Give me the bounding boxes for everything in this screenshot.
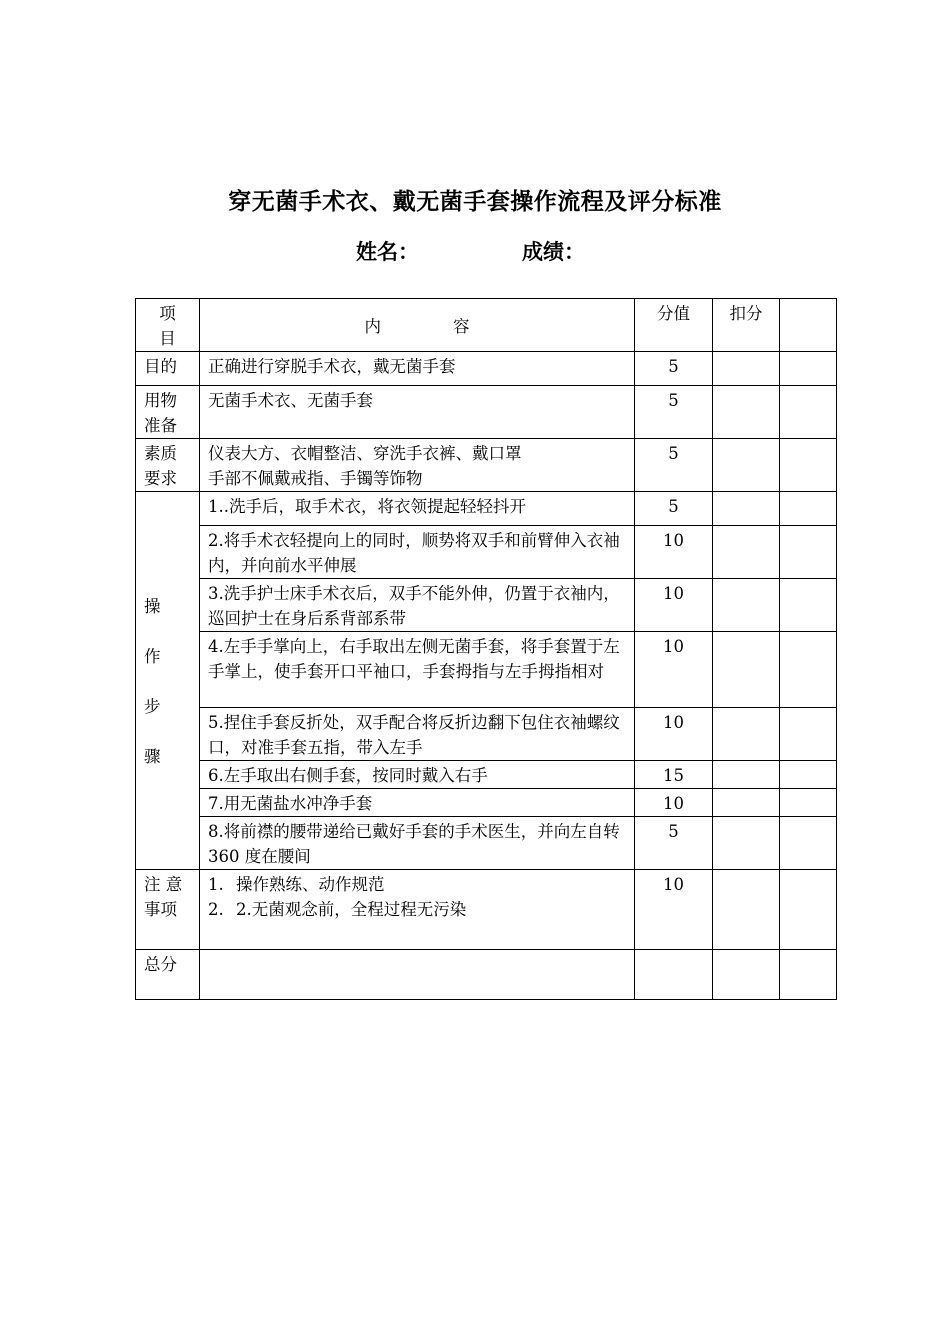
row-blank bbox=[780, 386, 837, 439]
step-row bbox=[136, 579, 837, 632]
step-deduct bbox=[713, 579, 780, 632]
name-label: 姓名： bbox=[356, 239, 419, 264]
row-deduct bbox=[713, 386, 780, 439]
step-row bbox=[136, 817, 837, 870]
note-line bbox=[208, 897, 626, 922]
steps-label-char: 作 bbox=[144, 646, 161, 666]
step-content: 6.左手取出右侧手套，按同时戴入右手 bbox=[200, 761, 635, 789]
step-score: 10 bbox=[635, 579, 713, 632]
step-row bbox=[136, 708, 837, 761]
page-title: 穿无菌手术衣、戴无菌手套操作流程及评分标准 bbox=[228, 188, 722, 215]
step-score: 5 bbox=[635, 492, 713, 526]
row-item-line1: 素质 bbox=[144, 444, 177, 463]
header-row bbox=[136, 299, 837, 352]
row-item-line2: 准备 bbox=[144, 416, 177, 435]
row-deduct bbox=[713, 352, 780, 386]
notes-item-line1: 注 意 bbox=[144, 875, 183, 894]
step-blank bbox=[780, 789, 837, 817]
row-content: 正确进行穿脱手术衣，戴无菌手套 bbox=[200, 352, 635, 386]
total-blank bbox=[780, 950, 837, 1000]
scoring-table bbox=[135, 298, 837, 1000]
row-content-line1: 仪表大方、衣帽整洁、穿洗手衣裤、戴口罩 bbox=[208, 444, 522, 463]
step-blank bbox=[780, 708, 837, 761]
note-text: 2.无菌观念前，全程过程无污染 bbox=[236, 900, 467, 919]
row-content bbox=[200, 439, 635, 492]
step-blank bbox=[780, 492, 837, 526]
notes-score: 10 bbox=[635, 870, 713, 950]
row-content-line2: 手部不佩戴戒指、手镯等饰物 bbox=[208, 469, 423, 488]
step-deduct bbox=[713, 632, 780, 708]
row-item bbox=[136, 439, 200, 492]
row-blank bbox=[780, 439, 837, 492]
table-row bbox=[136, 386, 837, 439]
row-item-line1: 用物 bbox=[144, 391, 177, 410]
step-deduct bbox=[713, 708, 780, 761]
total-content bbox=[200, 950, 635, 1000]
header-item bbox=[136, 299, 200, 352]
step-row bbox=[136, 632, 837, 708]
notes-item bbox=[136, 870, 200, 950]
note-line bbox=[208, 872, 626, 897]
header-item-line1: 项 bbox=[159, 304, 176, 323]
step-row bbox=[136, 526, 837, 579]
step-score: 5 bbox=[635, 817, 713, 870]
step-row bbox=[136, 789, 837, 817]
step-blank bbox=[780, 761, 837, 789]
step-score: 10 bbox=[635, 526, 713, 579]
notes-content bbox=[200, 870, 635, 950]
header-item-line2: 目 bbox=[159, 329, 176, 348]
row-score: 5 bbox=[635, 386, 713, 439]
step-content: 4.左手手掌向上，右手取出左侧无菌手套，将手套置于左手掌上，使手套开口平袖口，手套拇指与左手拇指相对 bbox=[200, 632, 635, 708]
step-blank bbox=[780, 526, 837, 579]
row-blank bbox=[780, 352, 837, 386]
row-content: 无菌手术衣、无菌手套 bbox=[200, 386, 635, 439]
steps-label-char: 步 bbox=[144, 696, 161, 716]
steps-label bbox=[136, 492, 200, 870]
row-score: 5 bbox=[635, 352, 713, 386]
step-score: 10 bbox=[635, 789, 713, 817]
total-label: 总分 bbox=[136, 950, 200, 1000]
steps-label-char: 骤 bbox=[144, 746, 161, 766]
note-number: 1. bbox=[208, 875, 224, 894]
step-content: 2.将手术衣轻提向上的同时，顺势将双手和前臂伸入衣袖内，并向前水平伸展 bbox=[200, 526, 635, 579]
step-row bbox=[136, 492, 837, 526]
step-deduct bbox=[713, 789, 780, 817]
header-blank bbox=[780, 299, 837, 352]
step-deduct bbox=[713, 526, 780, 579]
row-item-line2: 要求 bbox=[144, 469, 177, 488]
step-score: 10 bbox=[635, 708, 713, 761]
step-content: 3.洗手护士床手术衣后，双手不能外伸，仍置于衣袖内，巡回护士在身后系背部系带 bbox=[200, 579, 635, 632]
notes-blank bbox=[780, 870, 837, 950]
header-content bbox=[200, 299, 635, 352]
step-blank bbox=[780, 632, 837, 708]
table-row bbox=[136, 439, 837, 492]
notes-deduct bbox=[713, 870, 780, 950]
header-score: 分值 bbox=[635, 299, 713, 352]
step-content: 8.将前襟的腰带递给已戴好手套的手术医生，并向左自转 360 度在腰间 bbox=[200, 817, 635, 870]
step-content: 5.捏住手套反折处，双手配合将反折边翻下包住衣袖螺纹口，对准手套五指，带入左手 bbox=[200, 708, 635, 761]
header-content-a: 内 bbox=[364, 316, 381, 336]
note-number: 2. bbox=[208, 900, 224, 919]
row-deduct bbox=[713, 439, 780, 492]
step-content: 7.用无菌盐水冲净手套 bbox=[200, 789, 635, 817]
total-score bbox=[635, 950, 713, 1000]
steps-label-char: 操 bbox=[144, 596, 161, 616]
notes-item-line2: 事项 bbox=[144, 900, 177, 919]
step-blank bbox=[780, 817, 837, 870]
header-deduct: 扣分 bbox=[713, 299, 780, 352]
row-score: 5 bbox=[635, 439, 713, 492]
notes-row bbox=[136, 870, 837, 950]
row-item: 目的 bbox=[136, 352, 200, 386]
table-row bbox=[136, 352, 837, 386]
score-label: 成绩： bbox=[522, 239, 585, 264]
total-deduct bbox=[713, 950, 780, 1000]
step-deduct bbox=[713, 817, 780, 870]
step-blank bbox=[780, 579, 837, 632]
step-score: 10 bbox=[635, 632, 713, 708]
header-content-b: 容 bbox=[453, 316, 470, 336]
step-score: 15 bbox=[635, 761, 713, 789]
step-deduct bbox=[713, 492, 780, 526]
row-item bbox=[136, 386, 200, 439]
note-text: 操作熟练、动作规范 bbox=[236, 875, 385, 894]
step-deduct bbox=[713, 761, 780, 789]
total-row bbox=[136, 950, 837, 1000]
step-content: 1..洗手后，取手术衣，将衣领提起轻轻抖开 bbox=[200, 492, 635, 526]
step-row bbox=[136, 761, 837, 789]
